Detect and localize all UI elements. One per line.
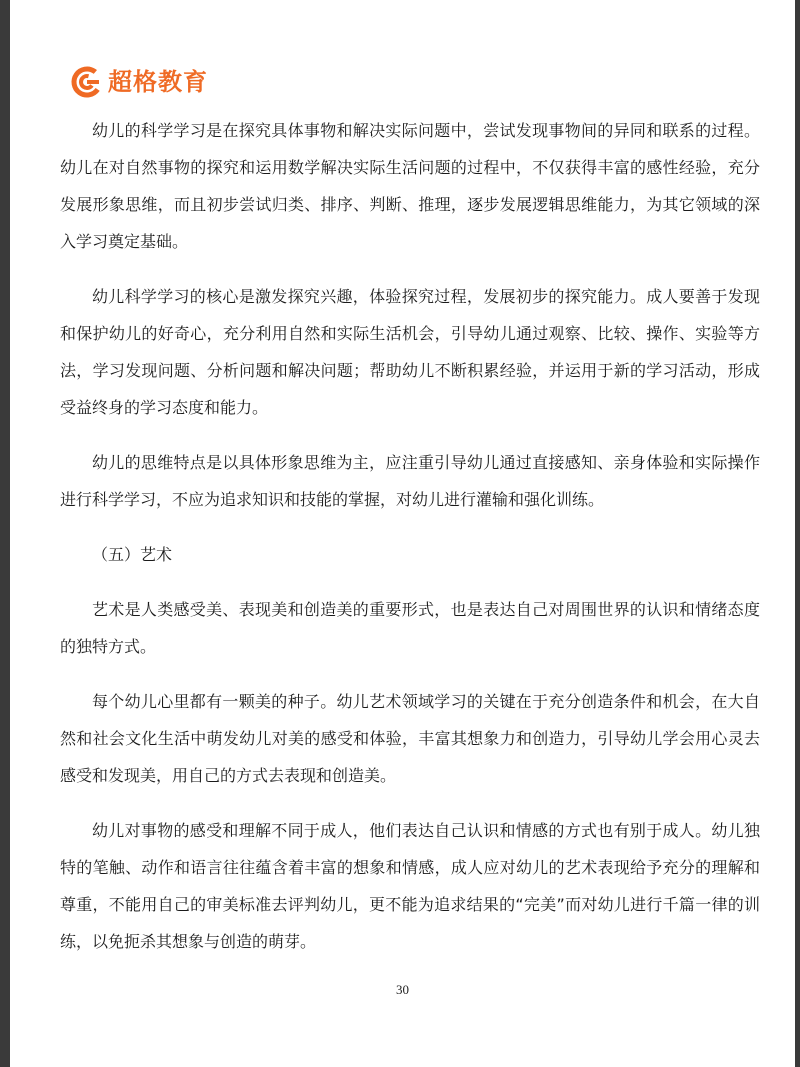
document-body — [60, 112, 760, 978]
paragraph-thinking-traits: 幼儿的思维特点是以具体形象思维为主，应注重引导幼儿通过直接感知、亲身体验和实际操作进行科学学习，不应为追求知识和技能的掌握，对幼儿进行灌输和强化训练。 — [60, 453, 760, 509]
superge-logo-icon — [70, 65, 104, 99]
paragraph-science-learning: 幼儿的科学学习是在探究具体事物和解决实际问题中，尝试发现事物间的异同和联系的过程。幼儿在对自然事物的探究和运用数学解决实际生活问题的过程中，不仅获得丰富的感性经验，充分发展形象思维，而且初步尝试归类、排序、判断、推理，逐步发展逻辑思维能力，为其它领域的深入学习奠定基础。 — [60, 121, 760, 251]
paragraph-science-core: 幼儿科学学习的核心是激发探究兴趣，体验探究过程，发展初步的探究能力。成人要善于发现和保护幼儿的好奇心，充分利用自然和实际生活机会，引导幼儿通过观察、比较、操作、实验等方法，学习发现问题、分析问题和解决问题；帮助幼儿不断积累经验，并运用于新的学习活动，形成受益终身的学习态度和能力。 — [60, 287, 760, 417]
paragraph-art-respect: 幼儿对事物的感受和理解不同于成人，他们表达自己认识和情感的方式也有别于成人。幼儿独特的笔触、动作和语言往往蕴含着丰富的想象和情感，成人应对幼儿的艺术表现给予充分的理解和尊重，不能用自己的审美标准去评判幼儿，更不能为追求结果的“完美”而对幼儿进行千篇一律的训练，以免扼杀其想象与创造的萌芽。 — [60, 821, 760, 951]
paragraph-art-seed: 每个幼儿心里都有一颗美的种子。幼儿艺术领域学习的关键在于充分创造条件和机会，在大自然和社会文化生活中萌发幼儿对美的感受和体验，丰富其想象力和创造力，引导幼儿学会用心灵去感受和发现美，用自己的方式去表现和创造美。 — [60, 692, 760, 785]
document-page — [10, 0, 795, 1067]
brand-logo — [70, 64, 208, 100]
paragraph-art-definition: 艺术是人类感受美、表现美和创造美的重要形式，也是表达自己对周围世界的认识和情绪态度的独特方式。 — [60, 600, 760, 656]
logo-text: 超格教育 — [108, 68, 208, 96]
page-number: 30 — [396, 982, 409, 997]
section-heading-art: （五）艺术 — [92, 545, 173, 564]
